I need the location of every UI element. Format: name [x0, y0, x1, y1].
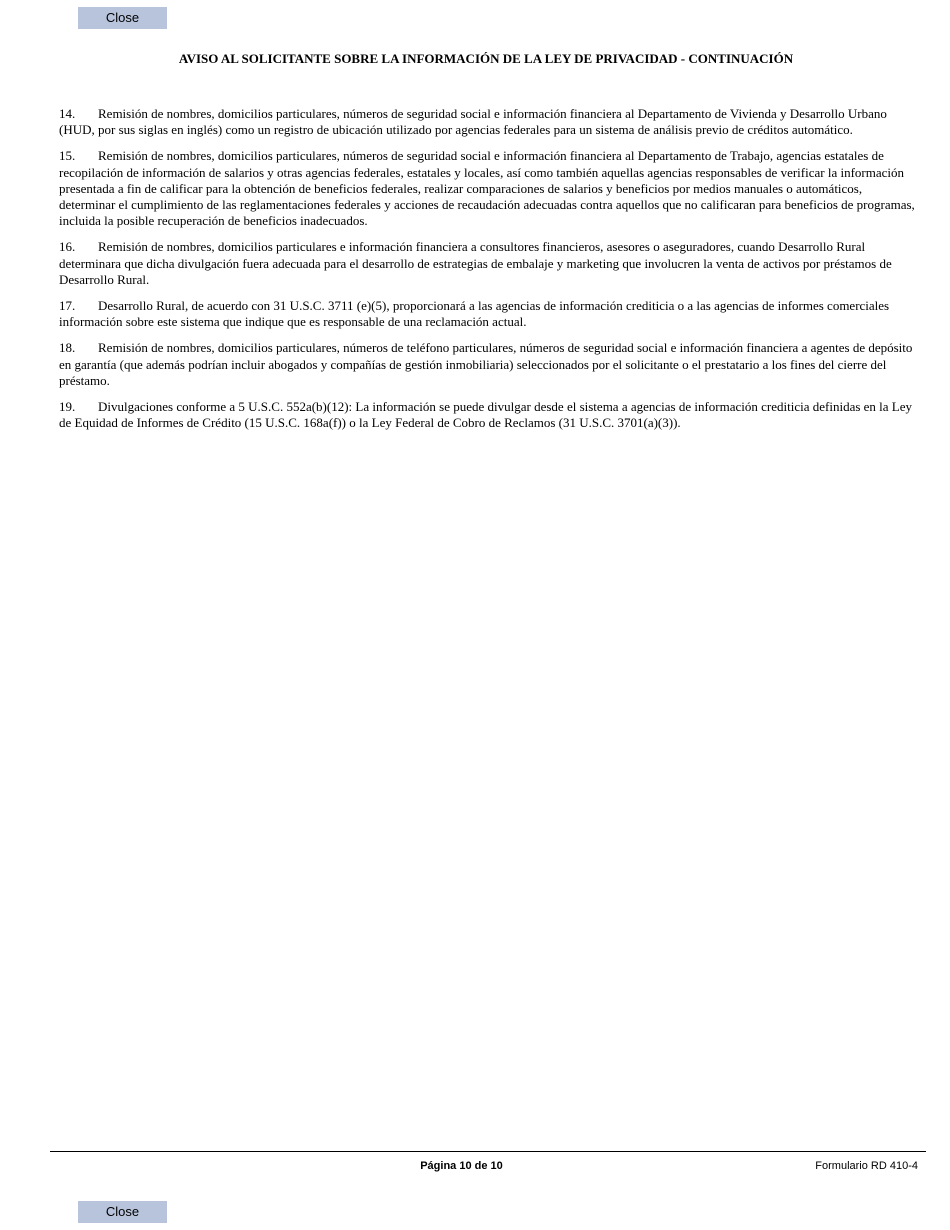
paragraph-text: Remisión de nombres, domicilios particulares e información financiera a consultores financieros, asesores o aseguradores, cuando Desarrollo Rural determinara que dicha divulgación fuera adecuada para el desarrollo de estrategias de embalaje y marketing que involucren la venta de activos por préstamos de Desarrollo Rural. — [59, 239, 892, 287]
paragraph-17 — [59, 298, 916, 330]
paragraph-number: 16. — [59, 239, 76, 255]
paragraph-number: 17. — [59, 298, 76, 314]
close-button-top[interactable]: Close — [78, 7, 167, 29]
paragraph-15 — [59, 148, 916, 229]
close-button-bottom[interactable]: Close — [78, 1201, 167, 1223]
privacy-notice-body — [59, 106, 916, 441]
paragraph-number: 14. — [59, 106, 76, 121]
paragraph-number: 19. — [59, 399, 76, 415]
page-number: Página 10 de 10 — [420, 1160, 503, 1172]
form-identifier: Formulario RD 410-4 — [815, 1160, 918, 1172]
paragraph-text: Divulgaciones conforme a 5 U.S.C. 552a(b)(12): La información se puede divulgar desde el sistema a agencias de información crediticia definidas en la Ley de Equidad de Informes de Crédito (15 U.S.C. 168a(f)) o la Ley Federal de Cobro de Reclamos (31 U.S.C. 3701(a)(3)). — [59, 399, 913, 431]
paragraph-number: 18. — [59, 340, 76, 356]
paragraph-text: Desarrollo Rural, de acuerdo con 31 U.S.C. 3711 (e)(5), proporcionará a las agencias de información crediticia o a las agencias de informes comerciales información sobre este sistema que indique que es responsable de una reclamación actual. — [59, 298, 890, 330]
paragraph-text: Remisión de nombres, domicilios particulares, números de seguridad social e información financiera al Departamento de Vivienda y Desarrollo Urbano (HUD, por sus siglas en inglés) como un registro de ubicación utilizado por agencias federales para un sistema de análisis previo de créditos automático. — [59, 106, 887, 138]
paragraph-text: Remisión de nombres, domicilios particulares, números de teléfono particulares, números de seguridad social e información financiera a agentes de depósito en garantía (que además podrían incluir abogados y compañías de gestión inmobiliaria) seleccionados por el solicitante o el prestatario a los fines del cierre del préstamo. — [59, 340, 913, 388]
footer-divider — [50, 1151, 926, 1152]
paragraph-18 — [59, 340, 916, 389]
paragraph-14 — [59, 106, 916, 138]
paragraph-19 — [59, 399, 916, 431]
paragraph-number: 15. — [59, 148, 76, 164]
paragraph-text: Remisión de nombres, domicilios particulares, números de seguridad social e información financiera al Departamento de Trabajo, agencias estatales de recopilación de información de salarios y otras agencias federales, estatales y locales, así como también aquellas agencias responsables de verificar la información presentada a fin de calificar para la obtención de beneficios federales, realizar comparaciones de salarios y beneficios por medios manuales o automáticos, determinar el cumplimiento de las reglamentaciones federales y acciones de recaudación adecuadas contra aquellos que no calificaran para beneficios de programas, incluida la posible recuperación de beneficios inadecuados. — [59, 148, 915, 229]
page-title: AVISO AL SOLICITANTE SOBRE LA INFORMACIÓN DE LA LEY DE PRIVACIDAD - CONTINUACIÓN — [178, 51, 794, 66]
paragraph-16 — [59, 239, 916, 288]
